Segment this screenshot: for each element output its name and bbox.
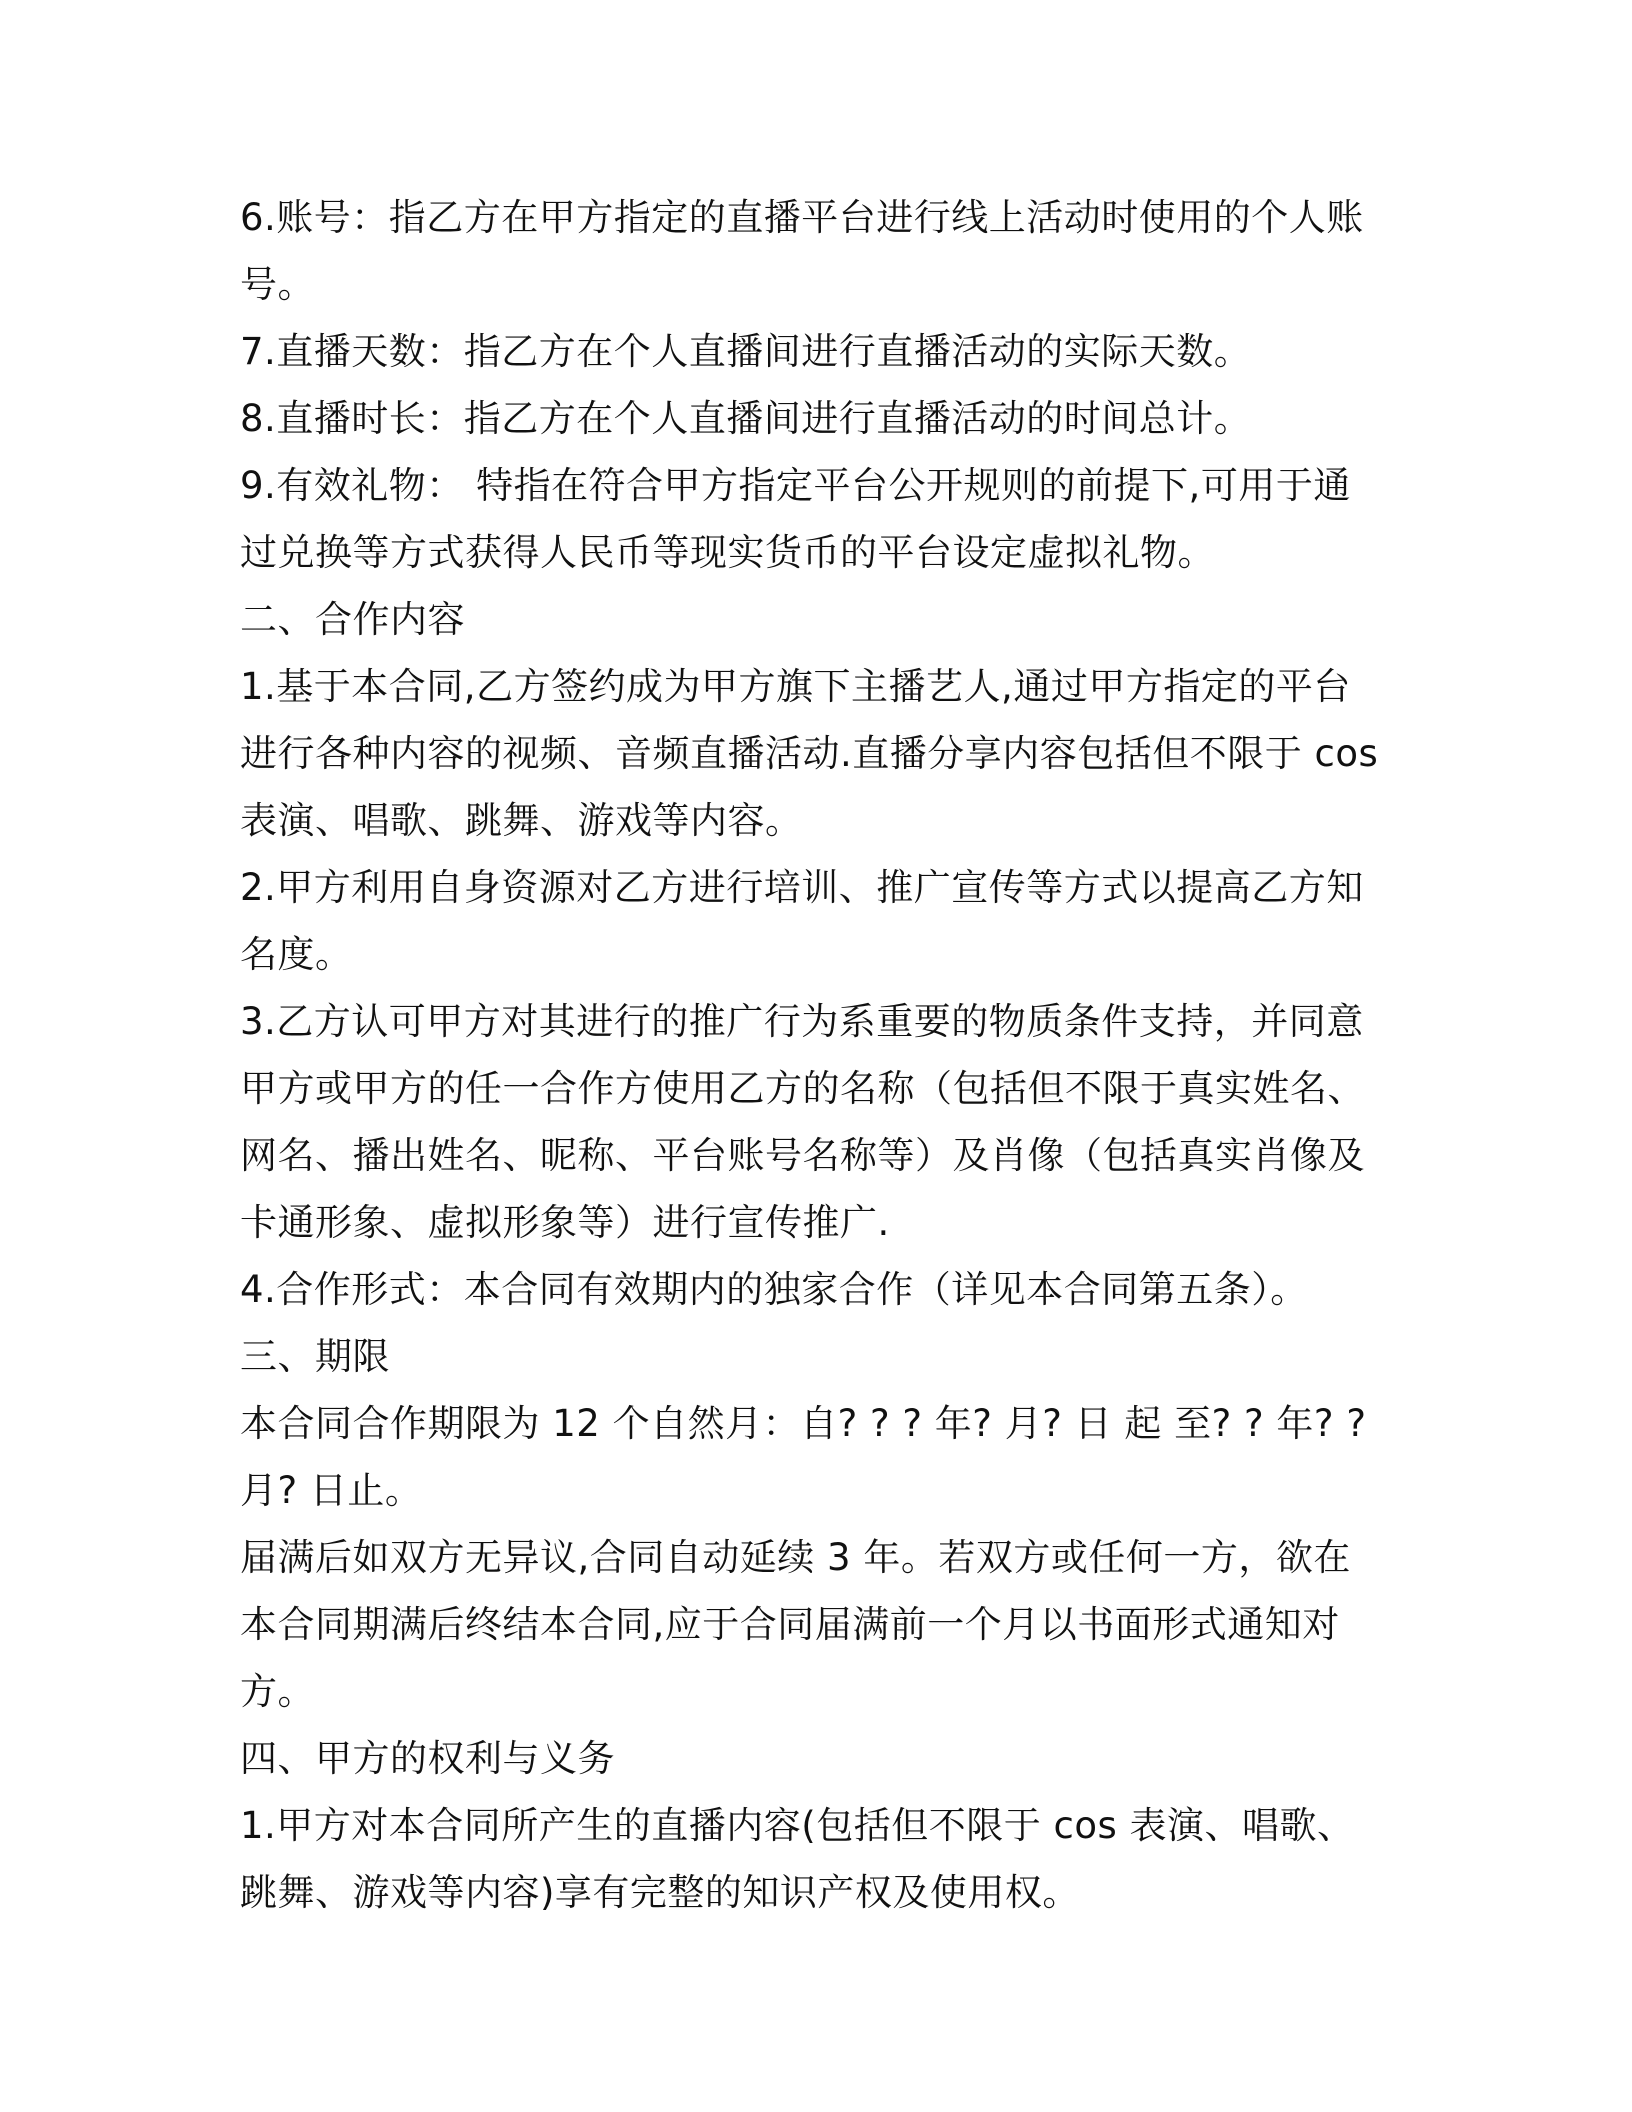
section-heading-party-a-rights: 四、甲方的权利与义务 [240,1737,615,1780]
section-heading-cooperation: 二、合作内容 [240,598,465,641]
clause-6-account: 6.账号：指乙方在甲方指定的直播平台进行线上活动时使用的个人账号。 [240,196,1364,306]
cooperation-clause-3: 3.乙方认可甲方对其进行的推广行为系重要的物质条件支持，并同意甲方或甲方的任一合作方使用乙方的名称（包括但不限于真实姓名、网名、播出姓名、昵称、平台账号名称等）及肖像（包括真实肖像及卡通形象、虚拟形象等）进行宣传推广. [240,1000,1365,1244]
cooperation-clause-2: 2.甲方利用自身资源对乙方进行培训、推广宣传等方式以提高乙方知名度。 [240,866,1364,976]
clause-8-live-duration: 8.直播时长：指乙方在个人直播间进行直播活动的时间总计。 [240,397,1252,440]
term-clause-renewal: 届满后如双方无异议,合同自动延续 3 年。若双方或任何一方，欲在本合同期满后终结本合同,应于合同届满前一个月以书面形式通知对方。 [240,1536,1351,1713]
cooperation-clause-1: 1.基于本合同,乙方签约成为甲方旗下主播艺人,通过甲方指定的平台进行各种内容的视频、音频直播活动.直播分享内容包括但不限于 cos 表演、唱歌、跳舞、游戏等内容。 [240,665,1379,842]
term-clause-period: 本合同合作期限为 12 个自然月：自? ? ? 年? 月? 日 起 至? ? 年? ? 月? 日止。 [240,1402,1367,1512]
cooperation-clause-4: 4.合作形式：本合同有效期内的独家合作（详见本合同第五条）。 [240,1268,1308,1311]
clause-7-live-days: 7.直播天数：指乙方在个人直播间进行直播活动的实际天数。 [240,330,1252,373]
clause-9-valid-gifts: 9.有效礼物： 特指在符合甲方指定平台公开规则的前提下,可用于通过兑换等方式获得人民币等现实货币的平台设定虚拟礼物。 [240,464,1351,574]
section-heading-term: 三、期限 [240,1335,390,1378]
party-a-clause-1: 1.甲方对本合同所产生的直播内容(包括但不限于 cos 表演、唱歌、跳舞、游戏等内容)享有完整的知识产权及使用权。 [240,1804,1355,1914]
contract-body [240,184,1380,1926]
